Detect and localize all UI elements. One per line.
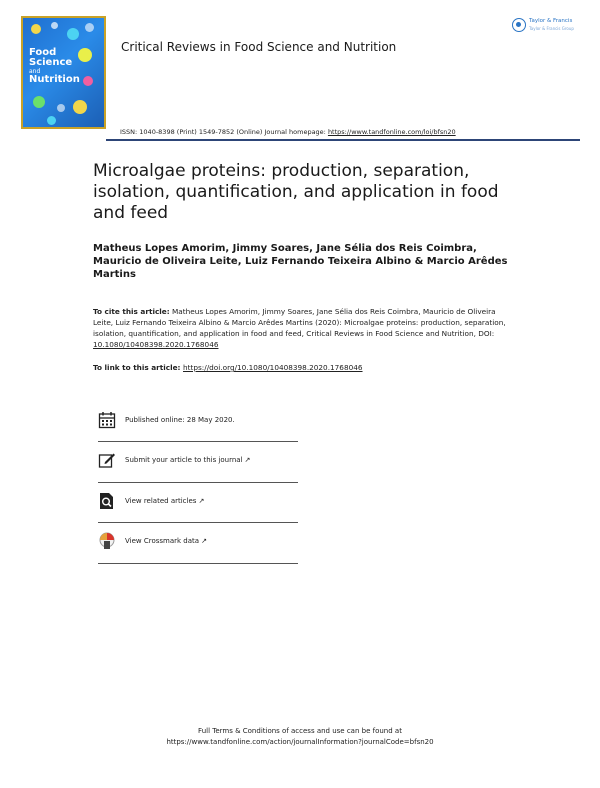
published-online-text: Published online: 28 May 2020. <box>125 416 235 424</box>
calendar-icon <box>98 411 116 429</box>
submit-article-row[interactable] <box>98 451 298 491</box>
related-articles-row[interactable] <box>98 492 298 532</box>
article-link-label: To link to this article: <box>93 363 184 372</box>
article-link-block <box>93 362 513 373</box>
related-articles-link[interactable] <box>125 497 204 505</box>
publisher-logo-text: Taylor & Francis <box>529 18 573 24</box>
edit-icon <box>98 451 116 469</box>
article-authors: Matheus Lopes Amorim, Jimmy Soares, Jane Sélia dos Reis Coimbra, Mauricio de Oliveira Leite, Luiz Fernando Teixeira Albino & Marcio Arêdes Martins <box>93 243 508 280</box>
info-divider <box>98 522 298 523</box>
crossmark-icon <box>98 532 116 550</box>
citation-block <box>93 306 513 350</box>
article-title: Microalgae proteins: production, separation, isolation, quantification, and application in food and feed <box>93 161 499 223</box>
journal-cover-image <box>21 16 106 129</box>
footer-terms-link[interactable]: https://www.tandfonline.com/action/journalInformation?journalCode=bfsn20 <box>166 738 434 746</box>
published-online-row <box>98 411 298 451</box>
issn-line <box>120 128 456 136</box>
header-divider <box>106 139 580 141</box>
citation-text: Matheus Lopes Amorim, Jimmy Soares, Jane Sélia dos Reis Coimbra, Mauricio de Oliveira Leite, Luiz Fernando Teixeira Albino & Marcio Arêdes Martins (2020): Microalgae proteins: production, separation, isolation, quantification, and application in food and feed, Critical Reviews in Food Science and Nutrition, DOI: <box>93 307 506 338</box>
cover-title-line: Nutrition <box>29 74 80 85</box>
footer-terms-text: Full Terms & Conditions of access and use can be found at <box>198 727 402 735</box>
citation-doi-link[interactable]: 10.1080/10408398.2020.1768046 <box>93 340 219 349</box>
crossmark-link[interactable] <box>125 537 207 545</box>
publisher-logo[interactable] <box>512 16 582 36</box>
search-document-icon <box>98 492 116 510</box>
publisher-logo-icon <box>512 18 526 32</box>
cover-title-line: Food <box>29 47 57 58</box>
crossmark-row[interactable] <box>98 532 298 572</box>
article-doi-link[interactable]: https://doi.org/10.1080/10408398.2020.1768046 <box>183 363 363 372</box>
cover-title-line: Science <box>29 57 73 68</box>
journal-name: Critical Reviews in Food Science and Nutrition <box>121 40 397 54</box>
related-articles-text[interactable]: View related articles <box>125 497 197 505</box>
submit-article-link[interactable] <box>125 456 250 464</box>
external-link-icon: ↗ <box>201 537 207 545</box>
cover-title-line: and <box>29 68 41 75</box>
info-divider <box>98 482 298 483</box>
publisher-logo-subtext: Taylor & Francis Group <box>529 26 574 31</box>
submit-article-text[interactable]: Submit your article to this journal <box>125 456 243 464</box>
issn-text: ISSN: 1040-8398 (Print) 1549-7852 (Online) Journal homepage: <box>120 128 328 136</box>
external-link-icon: ↗ <box>244 456 251 464</box>
external-link-icon: ↗ <box>198 497 205 505</box>
cover-title <box>29 48 80 85</box>
crossmark-text[interactable]: View Crossmark data <box>125 537 200 545</box>
footer <box>0 726 600 748</box>
journal-homepage-link[interactable]: https://www.tandfonline.com/loi/bfsn20 <box>327 128 456 136</box>
info-divider <box>98 563 298 564</box>
citation-label: To cite this article: <box>93 307 170 316</box>
info-divider <box>98 441 298 442</box>
